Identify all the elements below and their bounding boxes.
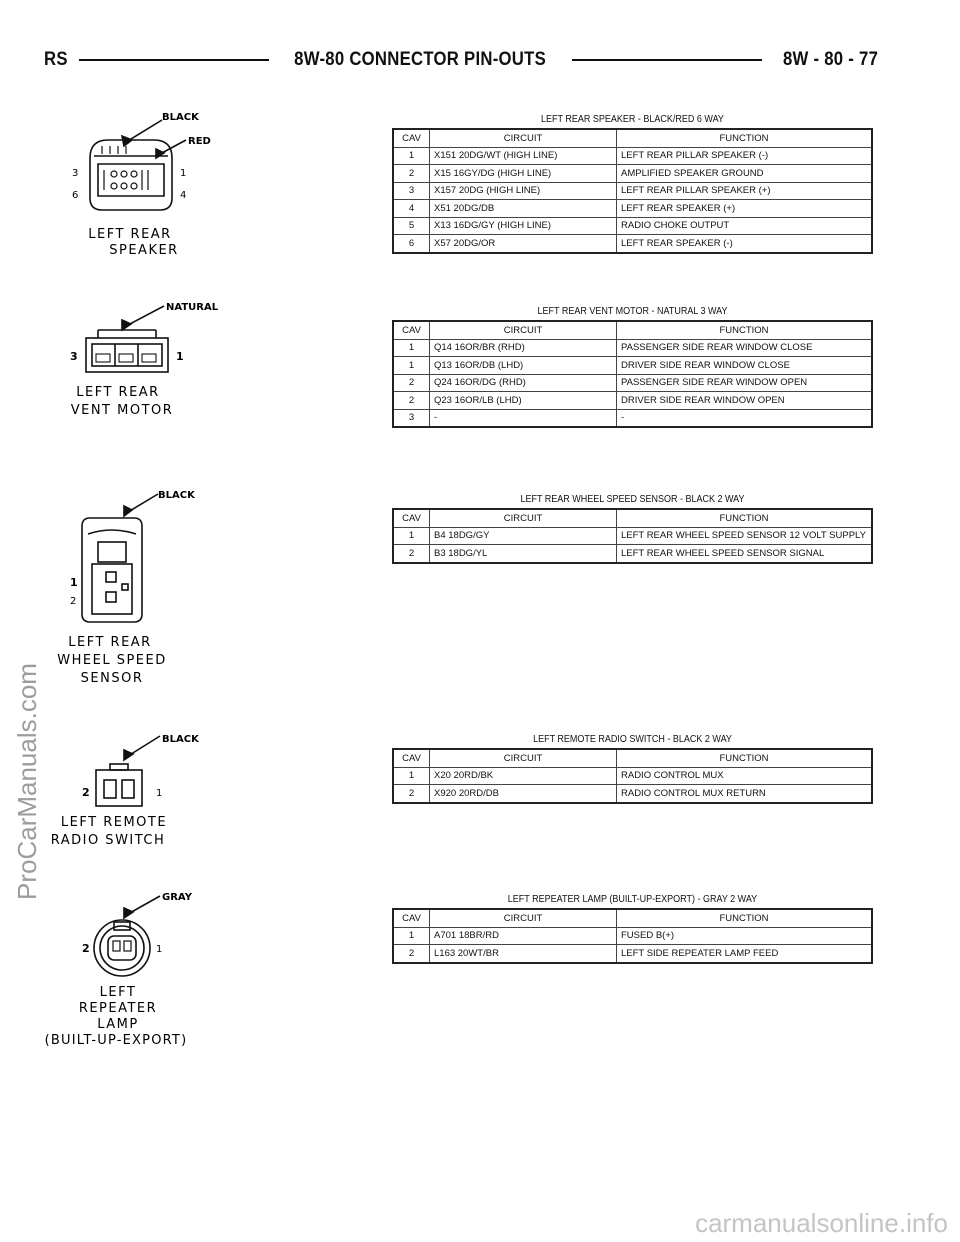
pinout-table-left-rear-vent-motor [392,304,873,428]
function-cell: FUSED B(+) [617,927,873,945]
function-cell: RADIO CONTROL MUX RETURN [617,785,873,803]
table-row [393,200,872,218]
circuit-cell: X15 16GY/DG (HIGH LINE) [430,165,617,183]
connector-section-left-rear-wheel-speed-sensor [40,486,880,696]
column-header-function: FUNCTION [617,749,873,767]
cav-cell: 2 [393,945,430,963]
connector-caption: VENT MOTOR [70,403,174,418]
cav-cell: 3 [393,182,430,200]
connector-diagram-left-repeater-lamp [44,886,222,1056]
table-row [393,927,872,945]
column-header-cav: CAV [393,909,430,927]
function-cell: LEFT REAR WHEEL SPEED SENSOR SIGNAL [617,545,873,563]
table-title: LEFT REAR VENT MOTOR - NATURAL 3 WAY [537,306,728,317]
column-header-function: FUNCTION [617,909,873,927]
function-cell: LEFT REAR SPEAKER (+) [617,200,873,218]
table-row [393,357,872,375]
table-row [393,392,872,410]
table-row [393,785,872,803]
pin-label: 4 [180,190,187,201]
color-label-natural: NATURAL [166,302,219,313]
table-row [393,767,872,785]
connector-caption: LEFT REMOTE [60,815,168,830]
cav-cell: 1 [393,357,430,375]
connector-caption: LEFT REAR [88,227,172,242]
function-cell: LEFT SIDE REPEATER LAMP FEED [617,945,873,963]
circuit-cell: - [430,409,617,427]
color-label-red: RED [188,136,211,147]
pin-label: 1 [176,350,184,363]
function-cell: - [617,409,873,427]
column-header-circuit: CIRCUIT [430,321,617,339]
header-page-number: 8W - 80 - 77 [782,49,879,70]
function-cell: DRIVER SIDE REAR WINDOW OPEN [617,392,873,410]
connector-caption: LEFT REAR [76,385,160,400]
cav-cell: 2 [393,545,430,563]
pinout-table-left-repeater-lamp [392,892,873,964]
function-cell: LEFT REAR PILLAR SPEAKER (+) [617,182,873,200]
cav-cell: 2 [393,165,430,183]
cav-cell: 6 [393,235,430,253]
table-row [393,147,872,165]
cav-cell: 4 [393,200,430,218]
function-cell: LEFT REAR PILLAR SPEAKER (-) [617,147,873,165]
table-title: LEFT REAR WHEEL SPEED SENSOR - BLACK 2 WAY [520,494,745,505]
connector-caption: WHEEL SPEED [57,653,167,668]
connector-caption: LEFT REAR [68,635,152,650]
header-title: 8W-80 CONNECTOR PIN-OUTS [294,49,547,70]
pin-label: 1 [180,168,187,179]
connector-diagram-left-remote-radio-switch [52,728,222,858]
table-row [393,945,872,963]
circuit-cell: Q14 16OR/BR (RHD) [430,339,617,357]
circuit-cell: B3 18DG/YL [430,545,617,563]
function-cell: RADIO CHOKE OUTPUT [617,217,873,235]
function-cell: AMPLIFIED SPEAKER GROUND [617,165,873,183]
cav-cell: 2 [393,392,430,410]
connector-diagram-left-rear-vent-motor [52,296,222,426]
color-label-black: BLACK [162,734,199,745]
column-header-cav: CAV [393,129,430,147]
circuit-cell: Q24 16OR/DG (RHD) [430,374,617,392]
function-cell: LEFT REAR WHEEL SPEED SENSOR 12 VOLT SUPPLY [617,527,873,545]
watermark-bottom: carmanualsonline.info [695,1208,948,1238]
column-header-function: FUNCTION [617,129,873,147]
table-header-row [393,509,872,527]
circuit-cell: X157 20DG (HIGH LINE) [430,182,617,200]
column-header-cav: CAV [393,509,430,527]
pin-label: 3 [70,350,78,363]
color-label-black: BLACK [158,490,195,501]
pin-label: 1 [70,576,78,589]
column-header-circuit: CIRCUIT [430,749,617,767]
table-row [393,165,872,183]
table-row [393,409,872,427]
cav-cell: 3 [393,409,430,427]
table-header-row [393,909,872,927]
circuit-cell: B4 18DG/GY [430,527,617,545]
pin-label: 1 [156,944,163,955]
circuit-cell: X57 20DG/OR [430,235,617,253]
column-header-circuit: CIRCUIT [430,509,617,527]
table-header-row [393,321,872,339]
column-header-circuit: CIRCUIT [430,129,617,147]
function-cell: RADIO CONTROL MUX [617,767,873,785]
connector-caption: SPEAKER [109,243,179,258]
function-cell: DRIVER SIDE REAR WINDOW CLOSE [617,357,873,375]
cav-cell: 1 [393,927,430,945]
pin-label: 6 [72,190,79,201]
table-title: LEFT REAR SPEAKER - BLACK/RED 6 WAY [541,114,724,125]
connector-caption: LEFT [99,985,137,1000]
connector-diagram-left-rear-speaker [52,108,222,268]
table-row [393,374,872,392]
header-rule-left [79,59,269,61]
connector-caption: LAMP [97,1017,139,1032]
watermark-side: ProCarManuals.com [12,663,42,900]
cav-cell: 1 [393,147,430,165]
table-row [393,527,872,545]
table-row [393,339,872,357]
color-label-gray: GRAY [162,892,192,903]
pin-label: 1 [156,788,163,799]
pin-label: 3 [72,168,79,179]
connector-diagram-left-rear-wheel-speed-sensor [52,486,222,696]
column-header-function: FUNCTION [617,509,873,527]
pinout-table-left-rear-speaker [392,112,873,254]
color-label-black: BLACK [162,112,199,123]
pinout-table-left-remote-radio-switch [392,732,873,804]
pin-label: 2 [70,596,77,607]
header-rule-right [572,59,762,61]
column-header-cav: CAV [393,321,430,339]
cav-cell: 1 [393,767,430,785]
circuit-cell: Q23 16OR/LB (LHD) [430,392,617,410]
page-header [44,42,878,78]
cav-cell: 2 [393,785,430,803]
table-row [393,545,872,563]
circuit-cell: L163 20WT/BR [430,945,617,963]
connector-section-left-rear-vent-motor [40,296,880,446]
circuit-cell: Q13 16OR/DB (LHD) [430,357,617,375]
circuit-cell: A701 18BR/RD [430,927,617,945]
column-header-circuit: CIRCUIT [430,909,617,927]
table-row [393,217,872,235]
connector-section-left-rear-speaker [40,108,880,298]
cav-cell: 2 [393,374,430,392]
pin-label: 2 [82,786,90,799]
cav-cell: 1 [393,527,430,545]
function-cell: PASSENGER SIDE REAR WINDOW OPEN [617,374,873,392]
column-header-function: FUNCTION [617,321,873,339]
pin-label: 2 [82,942,90,955]
table-title: LEFT REPEATER LAMP (BUILT-UP-EXPORT) - GRAY 2 WAY [507,894,758,905]
connector-section-left-repeater-lamp [40,886,880,1056]
circuit-cell: X920 20RD/DB [430,785,617,803]
table-title: LEFT REMOTE RADIO SWITCH - BLACK 2 WAY [533,734,732,745]
circuit-cell: X13 16DG/GY (HIGH LINE) [430,217,617,235]
table-header-row [393,129,872,147]
function-cell: LEFT REAR SPEAKER (-) [617,235,873,253]
table-row [393,235,872,253]
column-header-cav: CAV [393,749,430,767]
connector-caption: SENSOR [80,671,144,686]
function-cell: PASSENGER SIDE REAR WINDOW CLOSE [617,339,873,357]
circuit-cell: X151 20DG/WT (HIGH LINE) [430,147,617,165]
table-row [393,182,872,200]
header-section-code: RS [44,49,68,70]
connector-caption: REPEATER [78,1001,158,1016]
connector-section-left-remote-radio-switch [40,728,880,858]
connector-caption: (BUILT-UP-EXPORT) [44,1033,188,1048]
cav-cell: 1 [393,339,430,357]
connector-caption: RADIO SWITCH [50,833,166,848]
circuit-cell: X51 20DG/DB [430,200,617,218]
table-header-row [393,749,872,767]
pinout-table-left-rear-wheel-speed-sensor [392,492,873,564]
circuit-cell: X20 20RD/BK [430,767,617,785]
cav-cell: 5 [393,217,430,235]
